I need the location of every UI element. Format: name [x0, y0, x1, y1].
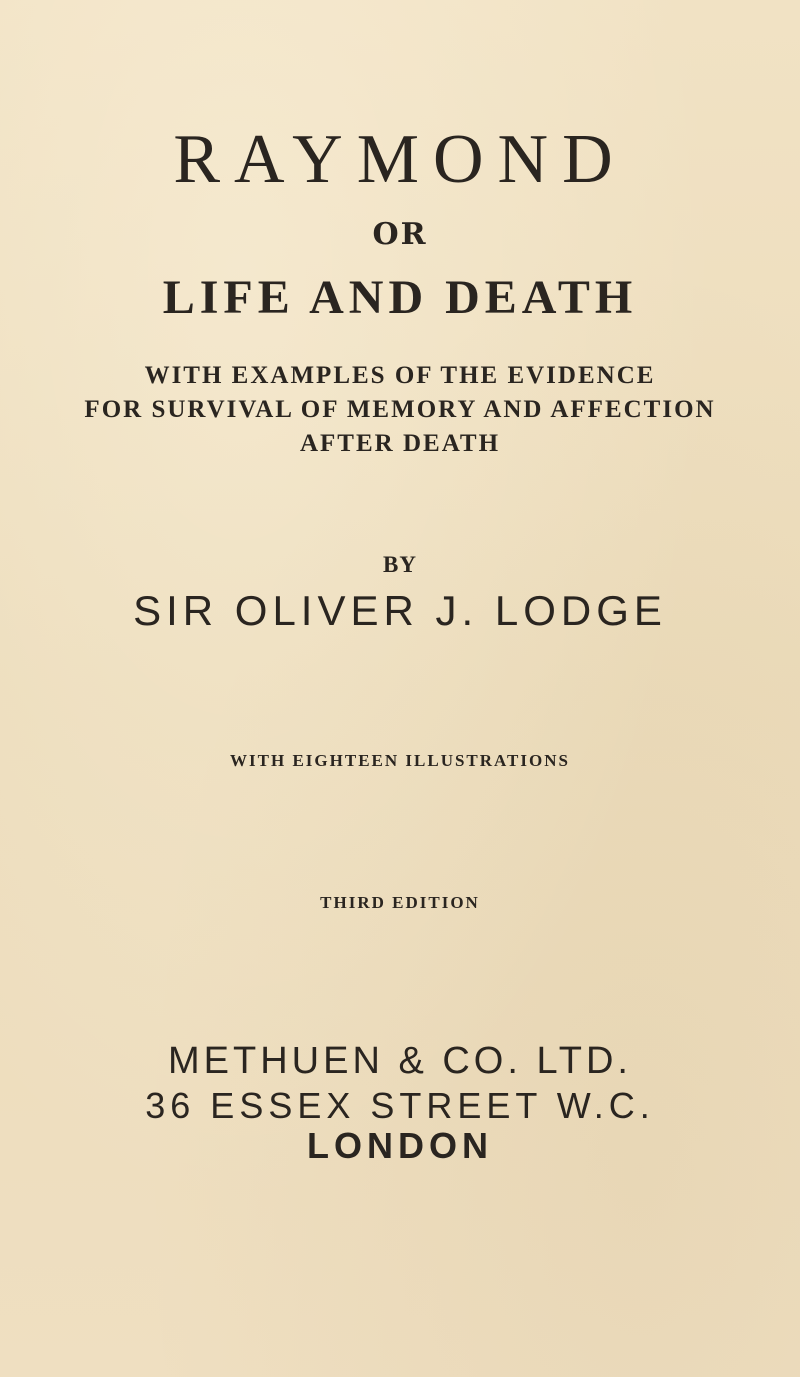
publisher-city: LONDON	[307, 1125, 493, 1166]
author-name: SIR OLIVER J. LODGE	[133, 587, 667, 634]
by-label: BY	[383, 552, 417, 577]
subtitle-line-2: FOR SURVIVAL OF MEMORY AND AFFECTION	[84, 396, 716, 423]
edition-note: THIRD EDITION	[320, 893, 480, 912]
publisher-address: 36 ESSEX STREET W.C.	[145, 1085, 655, 1126]
subtitle-line-3: AFTER DEATH	[299, 430, 501, 457]
main-title: RAYMOND	[173, 121, 627, 198]
subtitle-line-1: WITH EXAMPLES OF THE EVIDENCE	[144, 362, 656, 389]
alternate-title: LIFE AND DEATH	[162, 271, 638, 324]
publisher-name: METHUEN & CO. LTD.	[168, 1040, 632, 1082]
title-connector: OR	[372, 217, 428, 252]
illustrations-note: WITH EIGHTEEN ILLUSTRATIONS	[230, 751, 570, 770]
